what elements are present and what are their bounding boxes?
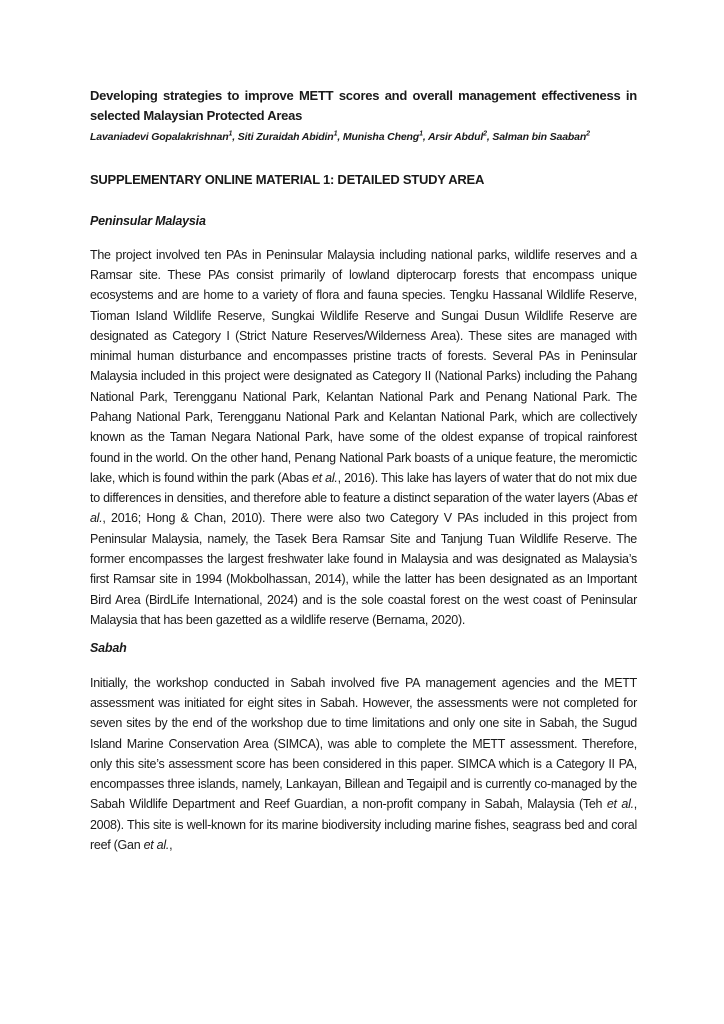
- subsection-heading-sabah: Sabah: [90, 641, 127, 656]
- supplementary-material-heading: SUPPLEMENTARY ONLINE MATERIAL 1: DETAILED STUDY AREA: [90, 171, 485, 187]
- document-title: Developing strategies to improve METT scores and overall management effectiveness in selected Malaysian Protected Areas: [90, 88, 637, 124]
- paragraph-sabah: Initially, the workshop conducted in Sabah involved five PA management agencies and the METT assessment was initiated for eight sites in Sabah. However, the assessments were not completed for seven sites by the end of the workshop due to time limitations and only one site in Sabah, the Sugud Island Marine Conservation Area (SIMCA), was able to complete the METT assessment. Therefore, only this site’s assessment score has been considered in this paper. SIMCA which is a Category II PA, encompasses three islands, namely, Lankayan, Billean and Tegaipil and is currently co-managed by the Sabah Wildlife Department and Reef Guardian, a non-profit company in Sabah, Malaysia (Teh et al., 2008). This site is well-known for its marine biodiversity including marine fishes, seagrass bed and coral reef (Gan et al.,: [90, 675, 637, 853]
- author-line: Lavaniadevi Gopalakrishnan$^1$, Siti Zuraidah Abidin$^1$, Munisha Cheng$^1$, Arsir Abdul$^2$, Salman bin Saaban$^2$: [90, 130, 590, 143]
- paragraph-peninsular-malaysia: The project involved ten PAs in Peninsular Malaysia including national parks, wildlife reserves and a Ramsar site. These PAs consist primarily of lowland dipterocarp forests that encompass unique ecosystems and are home to a variety of flora and fauna species. Tengku Hassanal Wildlife Reserve, Tioman Island Wildlife Reserve, Sungkai Wildlife Reserve and Sungai Dusun Wildlife Reserve are designated as Category I (Strict Nature Reserves/Wilderness Area). These sites are managed with minimal human disturbance and encompasses pristine tracts of forests. Several PAs in Peninsular Malaysia included in this project were designated as Category II (National Parks) including the Pahang National Park, Terengganu National Park, Kelantan National Park and Penang National Park. The Pahang National Park, Terengganu National Park and Kelantan National Park, which are collectively known as the Taman Negara National Park, have some of the oldest expanse of tropical rainforest found in the world. On the other hand, Penang National Park boasts of a unique feature, the meromictic lake, which is found within the park (Abas et al., 2016). This lake has layers of water that do not mix due to differences in densities, and therefore able to feature a distinct separation of the water layers (Abas et al., 2016; Hong & Chan, 2010). There were also two Category V PAs included in this project from Peninsular Malaysia, namely, the Tasek Bera Ramsar Site and Tanjung Tuan Wildlife Reserve. The former encompasses the largest freshwater lake found in Malaysia and was designated as Malaysia’s first Ramsar site in 1994 (Mokbolhassan, 2014), while the latter has been designated as an Important Bird Area (BirdLife International, 2024) and is the sole coastal forest on the west coast of Peninsular Malaysia that has been gazetted as a wildlife reserve (Bernama, 2020).: [90, 247, 637, 627]
- subsection-heading-peninsular-malaysia: Peninsular Malaysia: [90, 214, 206, 229]
